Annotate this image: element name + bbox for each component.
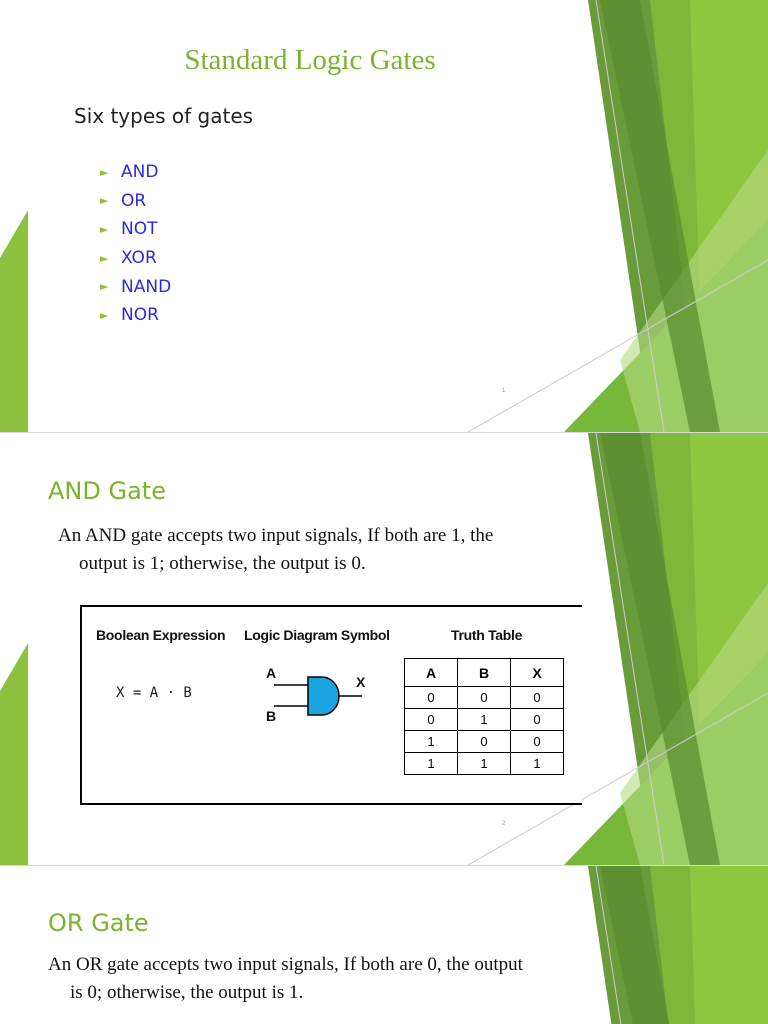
table-cell: 1	[458, 753, 511, 775]
table-cell: 1	[405, 731, 458, 753]
paragraph-line-1: An OR gate accepts two input signals, If both are 0, the output	[48, 954, 523, 975]
table-row	[405, 753, 564, 775]
table-cell: 0	[511, 687, 564, 709]
slide-1-subtitle: Six types of gates	[74, 104, 254, 128]
slide-3	[0, 866, 768, 1024]
table-cell: 0	[458, 731, 511, 753]
bullet-arrow-icon: ►	[100, 222, 109, 236]
list-item	[100, 187, 171, 216]
bullet-arrow-icon: ►	[100, 194, 109, 208]
input-b-label: B	[266, 708, 277, 724]
gate-name: NOR	[121, 305, 159, 326]
gate-name: NAND	[121, 276, 172, 297]
paragraph-line-1: An AND gate accepts two input signals, If both are 1, the	[58, 525, 494, 546]
slide-3-heading: OR Gate	[48, 909, 149, 937]
bullet-arrow-icon: ►	[100, 251, 109, 265]
table-cell: 0	[405, 709, 458, 731]
paragraph-line-2: output is 1; otherwise, the output is 0.	[79, 553, 366, 574]
table-row	[405, 709, 564, 731]
table-cell: 0	[511, 709, 564, 731]
boolean-expression: X = A · B	[116, 685, 192, 701]
column-header: A	[405, 659, 458, 687]
table-cell: 0	[511, 731, 564, 753]
header-boolean-expression: Boolean Expression	[96, 627, 226, 643]
table-header-row	[405, 659, 564, 687]
list-item	[100, 244, 171, 273]
page-number: 2	[502, 821, 506, 827]
list-item	[100, 272, 171, 301]
gate-name: AND	[121, 162, 159, 183]
bullet-arrow-icon: ►	[100, 308, 109, 322]
table-row	[405, 687, 564, 709]
bullet-arrow-icon: ►	[100, 165, 109, 179]
header-logic-diagram-symbol: Logic Diagram Symbol	[244, 627, 390, 643]
table-cell: 0	[458, 687, 511, 709]
paragraph-line-2: is 0; otherwise, the output is 1.	[70, 982, 304, 1003]
column-header: X	[511, 659, 564, 687]
gate-name: OR	[121, 190, 147, 211]
and-gate-icon	[272, 671, 382, 735]
table-cell: 1	[405, 753, 458, 775]
and-gate-figure	[80, 605, 582, 805]
slide-2-heading: AND Gate	[48, 477, 166, 505]
table-row	[405, 731, 564, 753]
input-a-label: A	[266, 665, 277, 681]
column-header: B	[458, 659, 511, 687]
page-number: 1	[502, 388, 506, 394]
list-item	[100, 215, 171, 244]
truth-table	[404, 658, 564, 775]
slide-1	[0, 0, 768, 432]
gate-name: NOT	[121, 219, 158, 240]
table-cell: 1	[511, 753, 564, 775]
slide-2	[0, 433, 768, 865]
list-item	[100, 158, 171, 187]
bullet-arrow-icon: ►	[100, 280, 109, 294]
table-cell: 0	[405, 687, 458, 709]
slide-1-title: Standard Logic Gates	[184, 44, 436, 76]
gate-name: XOR	[121, 248, 157, 269]
output-x-label: X	[356, 674, 366, 690]
header-truth-table: Truth Table	[451, 627, 523, 643]
list-item	[100, 301, 171, 330]
table-cell: 1	[458, 709, 511, 731]
gate-list	[100, 158, 171, 330]
